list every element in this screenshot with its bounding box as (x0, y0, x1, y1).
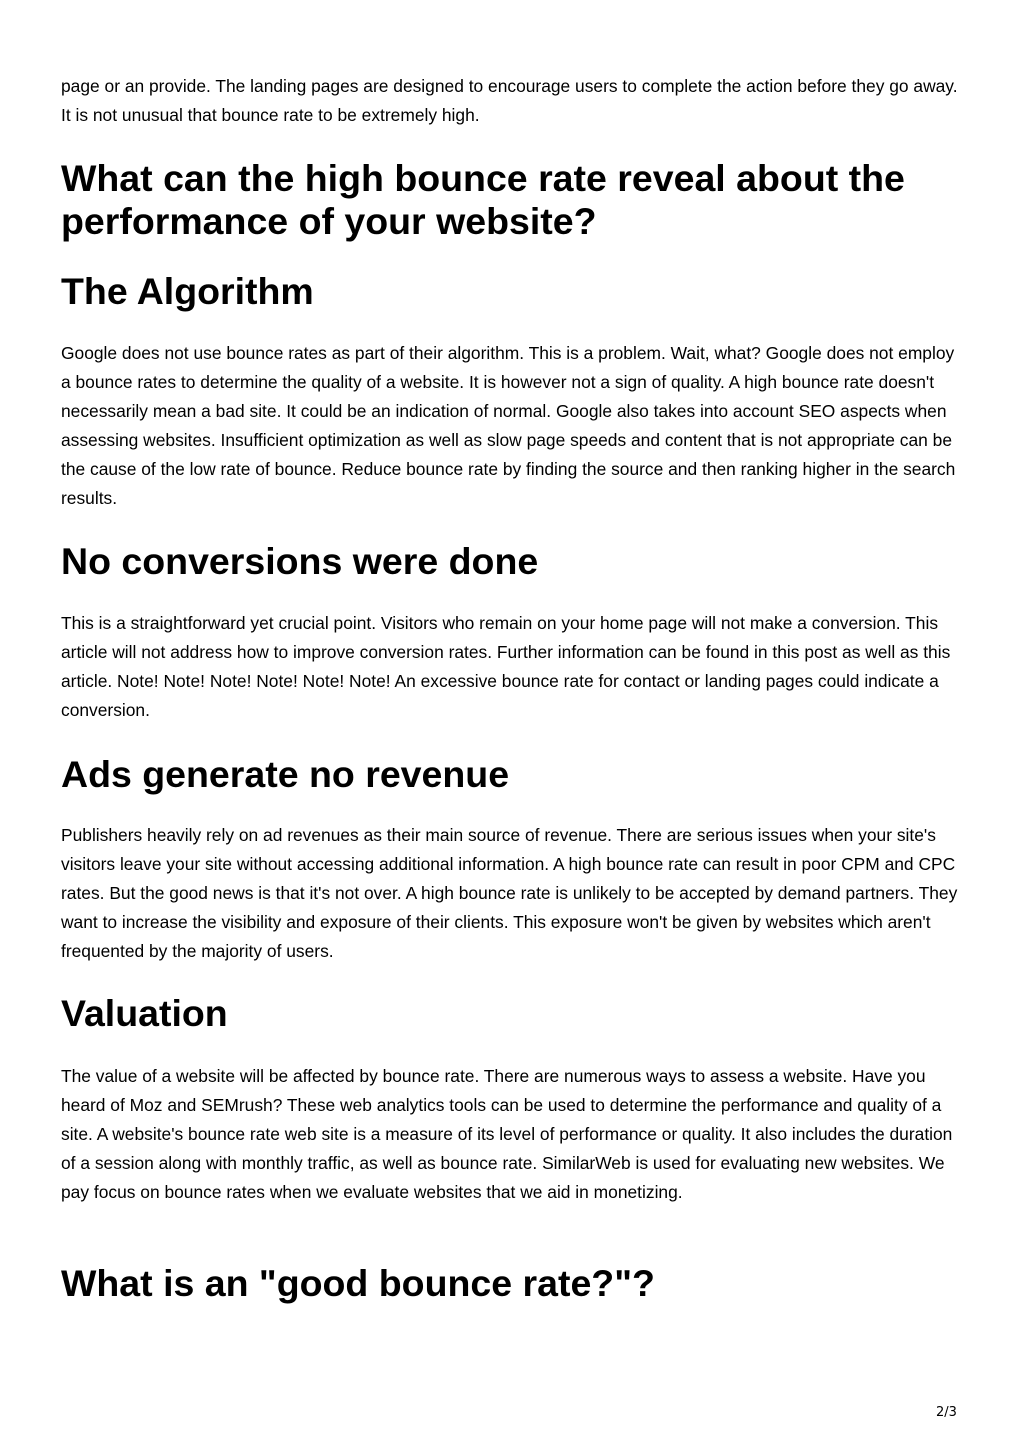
heading-valuation: Valuation (61, 992, 228, 1034)
heading-the-algorithm: The Algorithm (61, 270, 314, 312)
heading-good-bounce-rate: What is an "good bounce rate?"? (61, 1262, 655, 1304)
paragraph-ads-no-revenue: Publishers heavily rely on ad revenues as their main source of revenue. There are serious issues when your site's visitors leave your site without accessing additional information. A high bounce rate can result in poor CPM and CPC rates. But the good news is that it's not over. A high bounce rate is unlikely to be accepted by demand partners. They want to increase the visibility and exposure of their clients. This exposure won't be given by websites which aren't frequented by the majority of users. (61, 825, 958, 961)
heading-ads-no-revenue: Ads generate no revenue (61, 753, 510, 795)
heading-no-conversions: No conversions were done (61, 540, 539, 582)
paragraph-the-algorithm: Google does not use bounce rates as part of their algorithm. This is a problem. Wait, what? Google does not employ a bounce rates to determine the quality of a website. It is however not a sign of quality. A high bounce rate doesn't necessarily mean a bad site. It could be an indication of normal. Google also takes into account SEO aspects when assessing websites. Insufficient optimization as well as slow page speeds and content that is not appropriate can be the cause of the low rate of bounce. Reduce bounce rate by finding the source and then ranking higher in the search results. (61, 343, 956, 508)
intro-paragraph: page or an provide. The landing pages are designed to encourage users to complete the action before they go away. It is not unusual that bounce rate to be extremely high. (61, 76, 958, 125)
heading-high-bounce-rate: What can the high bounce rate reveal about the performance of your website? (61, 157, 905, 242)
paragraph-no-conversions: This is a straightforward yet crucial point. Visitors who remain on your home page will not make a conversion. This article will not address how to improve conversion rates. Further information can be found in this post as well as this article. Note! Note! Note! Note! Note! Note! An excessive bounce rate for contact or landing pages could indicate a conversion. (61, 613, 951, 720)
paragraph-valuation: The value of a website will be affected by bounce rate. There are numerous ways to assess a website. Have you heard of Moz and SEMrush? These web analytics tools can be used to determine the performance and quality of a site. A website's bounce rate web site is a measure of its level of performance or quality. It also includes the duration of a session along with monthly traffic, as well as bounce rate. SimilarWeb is used for evaluating new websites. We pay focus on bounce rates when we evaluate websites that we aid in monetizing. (61, 1066, 953, 1202)
page-number: 2/3 (936, 1405, 957, 1420)
